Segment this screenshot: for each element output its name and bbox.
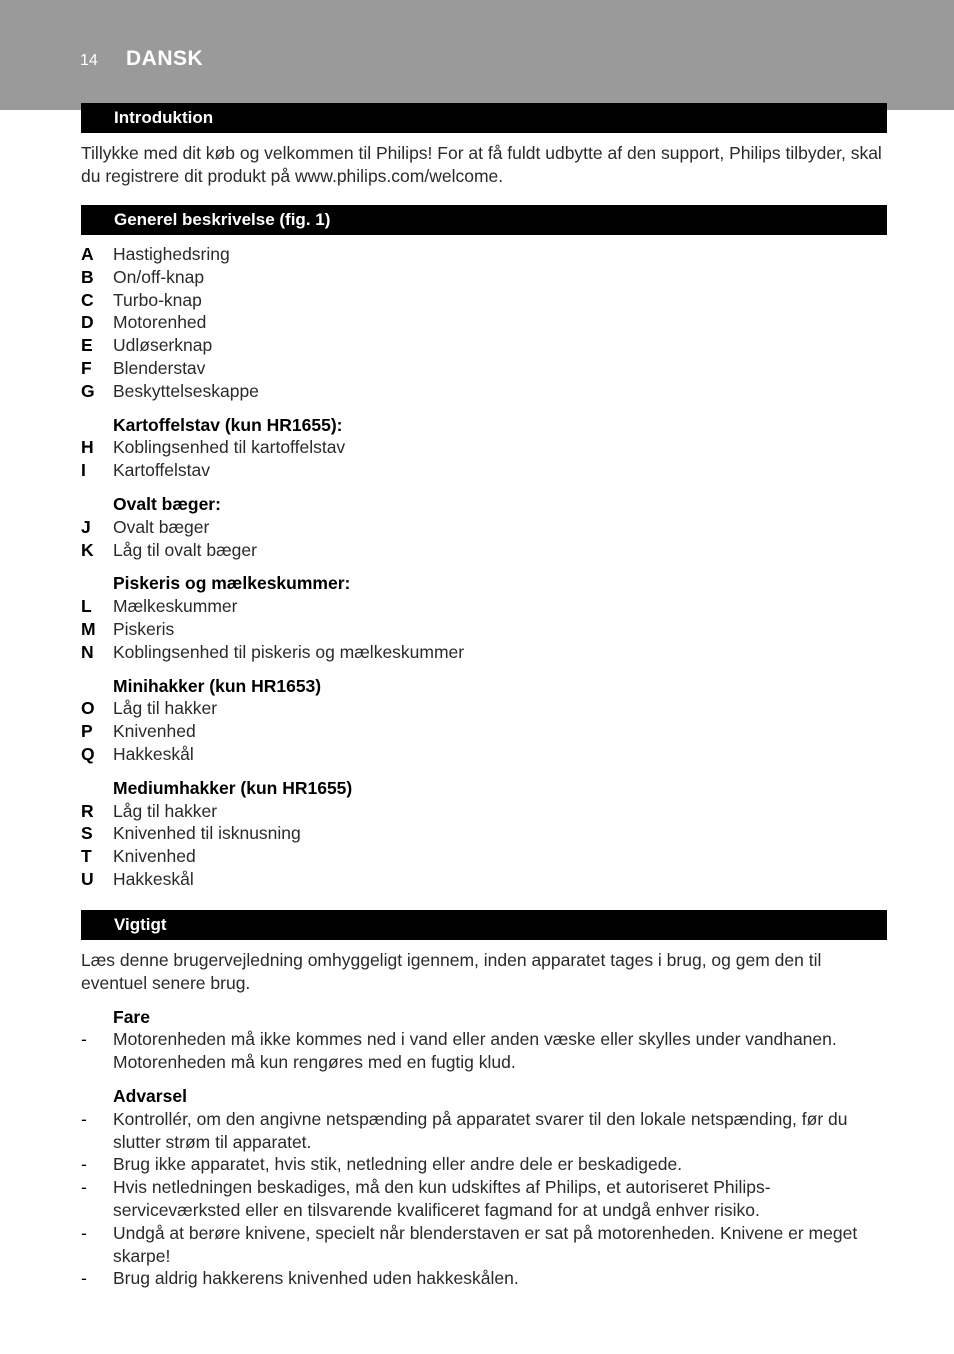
section-title: Vigtigt [114, 915, 167, 934]
parts-list [81, 595, 885, 663]
item-text: Låg til hakker [113, 698, 218, 719]
group-heading-potato: Kartoffelstav (kun HR1655): [113, 414, 343, 435]
list-item [81, 800, 885, 823]
item-letter: A [81, 244, 94, 264]
list-item [81, 868, 885, 891]
item-text: Knivenhed [113, 846, 196, 867]
item-text: Beskyttelseskappe [113, 380, 259, 401]
item-text: Kartoffelstav [113, 460, 210, 481]
list-item [81, 516, 885, 539]
item-text: Hakkeskål [113, 868, 194, 889]
item-text: Koblingsenhed til piskeris og mælkeskummer [113, 641, 465, 662]
dash-bullet: - [81, 1154, 87, 1175]
general-description [81, 243, 885, 891]
parts-list [81, 697, 885, 765]
list-item [81, 1222, 885, 1268]
list-item [81, 697, 885, 720]
item-letter: R [81, 800, 94, 821]
list-item [81, 243, 885, 266]
item-text: Låg til hakker [113, 800, 218, 821]
list-item [81, 1153, 885, 1176]
item-text: Mælkeskummer [113, 596, 238, 617]
item-letter: N [81, 641, 94, 662]
item-letter: T [81, 846, 92, 867]
warning-list [81, 1108, 885, 1290]
list-item [81, 334, 885, 357]
item-text: Knivenhed til isknusning [113, 823, 301, 844]
list-item [81, 436, 885, 459]
list-item [81, 743, 885, 766]
group-heading-minichopper: Minihakker (kun HR1653) [113, 675, 322, 696]
parts-list [81, 516, 885, 562]
item-letter: Q [81, 743, 95, 764]
list-item [81, 311, 885, 334]
danger-list [81, 1028, 885, 1074]
item-letter: U [81, 868, 94, 889]
section-title: Introduktion [114, 108, 214, 127]
list-item [81, 1028, 885, 1074]
item-letter: C [81, 289, 94, 310]
item-text: Hvis netledningen beskadiges, må den kun udskiftes af Philips, et autoriseret Philips-serviceværksted eller en tilsvarende kvalificeret fagmand for at undgå enhver risiko. [113, 1177, 771, 1220]
item-text: On/off-knap [113, 266, 205, 287]
list-item [81, 618, 885, 641]
page-number: 14 [80, 52, 98, 69]
item-letter: S [81, 823, 93, 844]
section-header-important [81, 910, 887, 940]
item-letter: P [81, 721, 93, 742]
list-item [81, 1267, 885, 1290]
section-header-general [81, 205, 887, 235]
list-item [81, 266, 885, 289]
item-text: Hastighedsring [113, 244, 230, 264]
warning-heading: Advarsel [113, 1085, 187, 1106]
dash-bullet: - [81, 1108, 87, 1129]
item-text: Ovalt bæger [113, 516, 210, 537]
intro-paragraph: Tillykke med dit køb og velkommen til Philips! For at få fuldt udbytte af den support, Philips tilbyder, skal du registrere dit produkt på www.philips.com/welcome. [81, 143, 882, 186]
item-text: Udløserknap [113, 335, 213, 356]
item-text: Undgå at berøre knivene, specielt når blenderstaven er sat på motorenheden. Knivene er meget skarpe! [113, 1222, 858, 1266]
list-item [81, 357, 885, 380]
item-text: Piskeris [113, 618, 175, 639]
item-letter: M [81, 618, 96, 639]
item-text: Turbo-knap [113, 289, 202, 310]
dash-bullet: - [81, 1177, 87, 1198]
dash-bullet: - [81, 1268, 87, 1289]
section-header-intro [81, 103, 887, 133]
group-heading-whisk: Piskeris og mælkeskummer: [113, 573, 351, 594]
dash-bullet: - [81, 1222, 87, 1243]
group-heading-mediumchopper: Mediumhakker (kun HR1655) [113, 777, 353, 798]
item-letter: D [81, 312, 94, 333]
item-text: Brug aldrig hakkerens knivenhed uden hakkeskålen. [113, 1268, 519, 1289]
list-item [81, 1108, 885, 1154]
list-item [81, 1176, 885, 1222]
list-item [81, 595, 885, 618]
language-title: DANSK [126, 47, 204, 70]
item-letter: L [81, 596, 92, 617]
parts-list [81, 243, 885, 403]
parts-list [81, 800, 885, 891]
important-section [81, 949, 885, 1290]
important-paragraph: Læs denne brugervejledning omhyggeligt igennem, inden apparatet tages i brug, og gem den til eventuel senere brug. [81, 950, 822, 993]
item-letter: I [81, 460, 86, 481]
item-letter: G [81, 380, 95, 401]
item-letter: J [81, 516, 91, 537]
item-text: Brug ikke apparatet, hvis stik, netledning eller andre dele er beskadigede. [113, 1154, 683, 1175]
list-item [81, 822, 885, 845]
item-text: Kontrollér, om den angivne netspænding på apparatet svarer til den lokale netspænding, før du slutter strøm til apparatet. [113, 1108, 848, 1152]
item-text: Blenderstav [113, 357, 206, 378]
item-text: Motorenhed [113, 312, 207, 333]
section-title: Generel beskrivelse (fig. 1) [114, 210, 331, 229]
item-text: Koblingsenhed til kartoffelstav [113, 437, 346, 458]
list-item [81, 289, 885, 312]
group-heading-beaker: Ovalt bæger: [113, 493, 221, 514]
item-letter: F [81, 357, 92, 378]
item-text: Hakkeskål [113, 743, 194, 764]
dash-bullet: - [81, 1029, 87, 1050]
item-letter: B [81, 266, 94, 287]
intro-section [81, 142, 885, 188]
item-text: Knivenhed [113, 721, 196, 742]
list-item [81, 539, 885, 562]
list-item [81, 845, 885, 868]
list-item [81, 459, 885, 482]
item-letter: H [81, 437, 94, 458]
item-letter: O [81, 698, 95, 719]
item-text: Låg til ovalt bæger [113, 539, 257, 560]
danger-heading: Fare [113, 1006, 150, 1027]
item-text: Motorenheden må ikke kommes ned i vand eller anden væske eller skylles under vandhanen. Motorenheden må kun rengøres med en fugtig klud. [113, 1029, 837, 1073]
item-letter: E [81, 335, 93, 356]
list-item [81, 641, 885, 664]
item-letter: K [81, 539, 94, 560]
parts-list [81, 436, 885, 482]
list-item [81, 380, 885, 403]
list-item [81, 720, 885, 743]
